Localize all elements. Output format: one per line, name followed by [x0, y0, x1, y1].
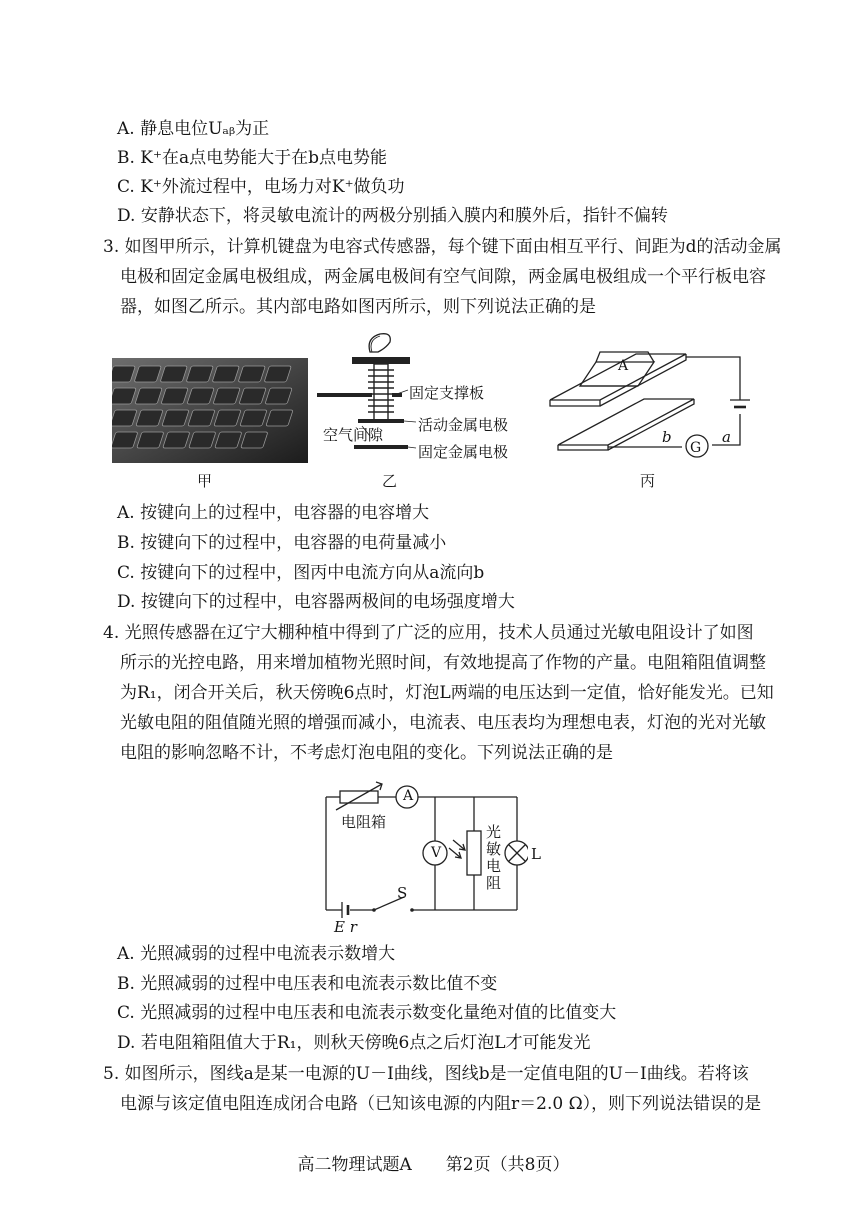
- q5-stem-line-1: 5. 如图所示，图线a是某一电源的U－I曲线，图线b是一定值电阻的U－I曲线。若将该: [103, 1064, 749, 1084]
- fig-bing-caption: 丙: [640, 472, 656, 490]
- q3-option-d: D. 按键向下的过程中，电容器两极间的电场强度增大: [117, 592, 515, 612]
- photoresistor-label: 光敏电阻: [486, 823, 502, 892]
- q2-option-d: D. 安静状态下，将灵敏电流计的两极分别插入膜内和膜外后，指针不偏转: [117, 206, 668, 226]
- q4-option-a: A. 光照减弱的过程中电流表示数增大: [117, 944, 396, 964]
- q4-stem-line-2: 所示的光控电路，用来增加植物光照时间，有效地提高了作物的产量。电阻箱阻值调整: [120, 653, 766, 673]
- lamp-label: L: [531, 845, 541, 863]
- q5-stem-line-2: 电源与该定值电阻连成闭合电路（已知该电源的内阻r＝2.0 Ω），则下列说法错误的是: [120, 1094, 762, 1114]
- label-support-plate: 固定支撑板: [409, 384, 485, 402]
- keyboard-photo: [112, 358, 308, 463]
- q3-option-c: C. 按键向下的过程中，图丙中电流方向从a流向b: [117, 563, 485, 583]
- q4-stem-line-5: 电阻的影响忽略不计，不考虑灯泡电阻的变化。下列说法正确的是: [120, 743, 613, 763]
- galvanometer-label: G: [690, 440, 702, 456]
- q3-option-b: B. 按键向下的过程中，电容器的电荷量减小: [117, 533, 447, 553]
- key-label-a: A: [618, 358, 629, 374]
- label-fixed-electrode: 固定金属电极: [418, 443, 509, 461]
- point-b-label: b: [662, 428, 672, 446]
- point-a-label: a: [722, 428, 731, 446]
- ammeter-label: A: [403, 788, 414, 804]
- page-footer: 高二物理试题A 第2页（共8页）: [297, 1155, 570, 1175]
- q2-option-b: B. K⁺在a点电势能大于在b点电势能: [117, 148, 387, 168]
- q3-stem-line-3: 器，如图乙所示。其内部电路如图丙所示，则下列说法正确的是: [120, 297, 596, 317]
- battery-label: E r: [334, 918, 357, 936]
- q2-option-a: A. 静息电位Uₐᵦ为正: [117, 119, 270, 139]
- fig-yi-caption: 乙: [382, 472, 398, 490]
- q3-stem-line-2: 电极和固定金属电极组成，两金属电极间有空气间隙，两金属电极组成一个平行板电容: [120, 267, 766, 287]
- q3-stem-line-1: 3. 如图甲所示，计算机键盘为电容式传感器，每个键下面由相互平行、间距为d的活动金属: [103, 237, 782, 257]
- q4-stem-line-4: 光敏电阻的阻值随光照的增强而减小，电流表、电压表均为理想电表，灯泡的光对光敏: [120, 713, 766, 733]
- voltmeter-label: V: [431, 845, 442, 861]
- resistance-box-label: 电阻箱: [341, 813, 387, 831]
- q3-option-a: A. 按键向上的过程中，电容器的电容增大: [117, 503, 430, 523]
- q2-option-c: C. K⁺外流过程中，电场力对K⁺做负功: [117, 177, 405, 197]
- capacitor-circuit-diagram: [548, 340, 763, 465]
- q4-stem-line-1: 4. 光照传感器在辽宁大棚种植中得到了广泛的应用，技术人员通过光敏电阻设计了如图: [103, 623, 754, 643]
- label-movable-electrode: 活动金属电极: [418, 416, 509, 434]
- q4-option-c: C. 光照减弱的过程中电压表和电流表示数变化量绝对值的比值变大: [117, 1003, 617, 1023]
- label-air-gap: 空气间隙: [323, 426, 384, 444]
- q4-stem-line-3: 为R₁，闭合开关后，秋天傍晚6点时，灯泡L两端的电压达到一定值，恰好能发光。已知: [120, 683, 774, 703]
- switch-label: S: [397, 884, 408, 902]
- q4-option-b: B. 光照减弱的过程中电压表和电流表示数比值不变: [117, 974, 498, 994]
- fig-jia-caption: 甲: [197, 472, 213, 490]
- q4-option-d: D. 若电阻箱阻值大于R₁，则秋天傍晚6点之后灯泡L才可能发光: [117, 1033, 591, 1053]
